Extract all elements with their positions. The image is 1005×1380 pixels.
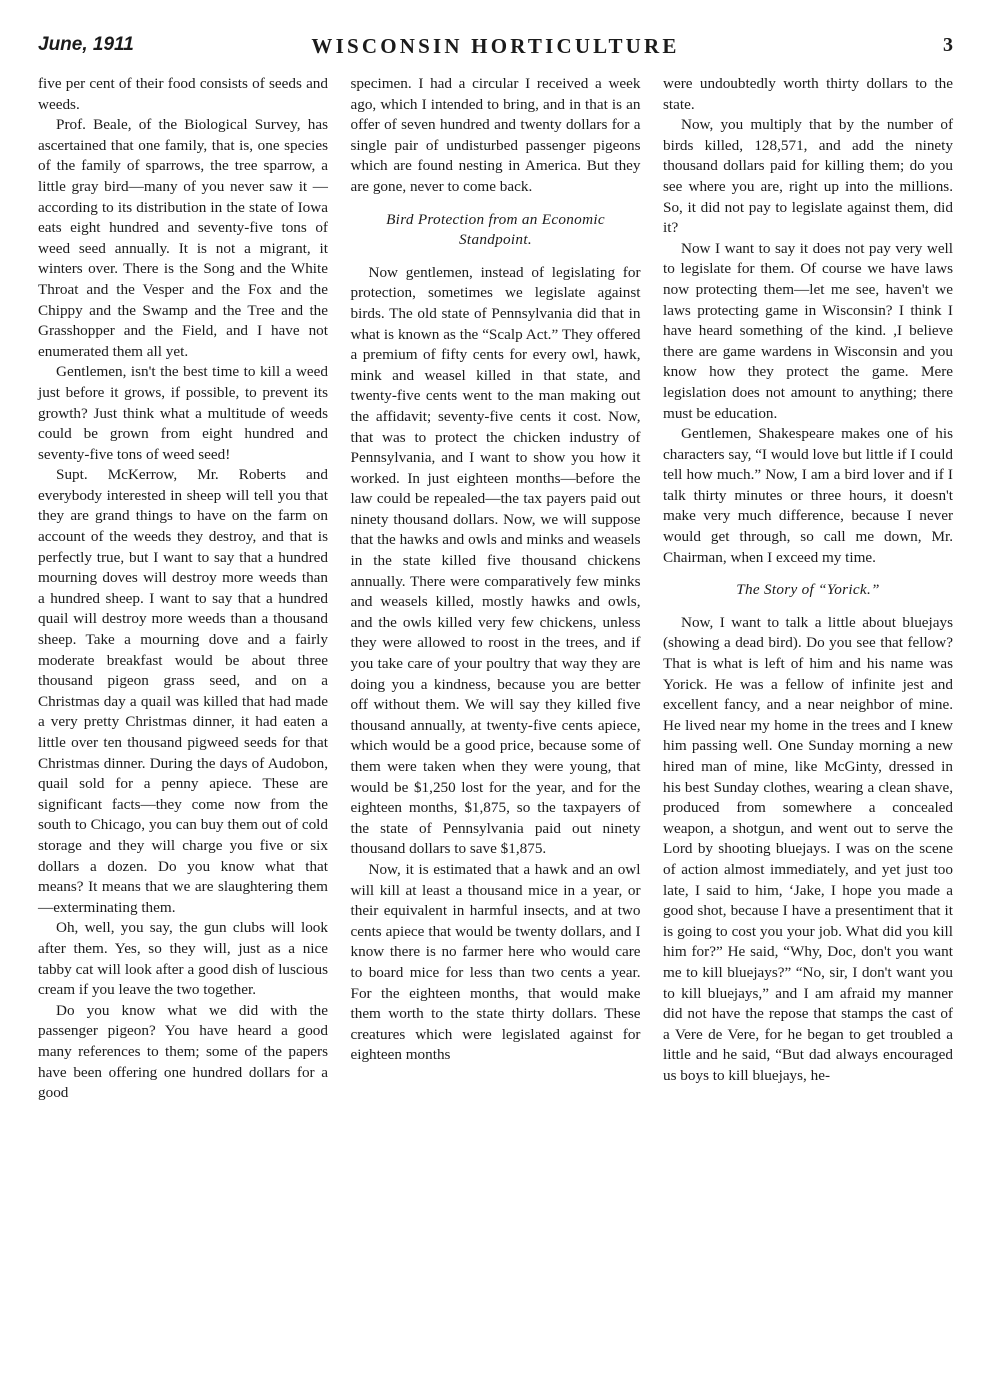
section-heading: The Story of “Yorick.”: [736, 581, 880, 599]
paragraph: Prof. Beale, of the Biological Survey, has ascertained that one family, that is, one species of the family of sparrows, the tree sparrow, a little gray bird—many of you never saw it —according to its distribution in the state of Iowa eats eight hundred and seventy-five tons of weed seed annually. It is not a migrant, it winters over. There is the Song and the White Throat and the Vesper and the Fox and the Chippy and the Swamp and the Tree and the Grasshopper and the Field, and I have not enumerated them all yet.: [38, 116, 328, 360]
paragraph: Now I want to say it does not pay very well to legislate for them. Of course we have laws now protecting them—let me see, haven't we laws protecting game in Wisconsin? I think I have heard something of the kind. ,I believe there are game wardens in Wisconsin and you know how they protect the game. Mere legislation does not amount to anything; there must be education.: [663, 239, 953, 422]
column-2: [351, 74, 641, 1104]
paragraph: Now, it is estimated that a hawk and an owl will kill at least a thousand mice in a year, or their equivalent in harmful insects, and at two cents apiece that would be twenty dollars, and I know there is no farmer here who would care to board mice for less than two cents a year. For the eighteen months, that would make them worth to the state thirty dollars. These creatures which were legislated against for eighteen months: [350, 860, 641, 1064]
running-header: [38, 34, 953, 74]
paragraph: five per cent of their food consists of seeds and weeds.: [38, 75, 328, 113]
column-1: [38, 74, 328, 1104]
section-heading: Bird Protection from an Economic Standpoint.: [386, 210, 605, 249]
paragraph: Gentlemen, Shakespeare makes one of his characters say, “I would love but little if I could tell how much.” Now, I am a bird lover and if I talk thirty minutes or three hours, it doesn't make very much difference, because I never would get through, so call me down, Mr. Chairman, when I exceed my time.: [663, 425, 954, 566]
magazine-title: WISCONSIN HORTICULTURE: [311, 34, 680, 58]
page-number: 3: [943, 34, 953, 56]
paragraph: Now, I want to talk a little about bluejays (showing a dead bird). Do you see that fellow? That is what is left of him and his name was Yorick. He was a fellow of infinite jest and excellent fancy, and a near neighbor of mine. He lived near my home in the trees and I knew him passing well. One Sunday morning a new hired man of mine, like McGinty, dressed in his best Sunday clothes, wearing a clean shave, produced from somewhere a concealed weapon, a shotgun, and went out to serve the Lord by shooting bluejays. I was on the scene of action almost immediately, and yet just too late, I said to him, ‘Jake, I hope you made a good shot, because I have a presentiment that it is going to cost you your job. What did you kill him for?” He said, “Why, Doc, don't you want me to kill bluejays?” “No, sir, I don't want you to kill bluejays,” and I am afraid my manner did not have the repose that stamps the cast of a Vere de Vere, for he began to get troubled a little and he said, “But dad always encouraged us boys to kill bluejays, he-: [663, 613, 953, 1084]
column-3: [663, 74, 953, 1104]
paragraph: Now, you multiply that by the number of birds killed, 128,571, and add the ninety thousand dollars paid for killing them; do you see where you are, right up into the millions. So, it did not pay to legislate against them, did it?: [663, 116, 953, 237]
paragraph: Do you know what we did with the passenger pigeon? You have heard a good many references to them; some of the papers have been offering one hundred dollars for a good: [38, 1001, 328, 1102]
text-columns: [38, 74, 953, 1104]
paragraph: Oh, well, you say, the gun clubs will look after them. Yes, so they will, just as a nice tabby cat will look after a good dish of luscious cream if you leave the two together.: [38, 919, 328, 999]
paragraph: were undoubtedly worth thirty dollars to the state.: [663, 75, 953, 113]
paragraph: specimen. I had a circular I received a week ago, which I intended to bring, and in that is an offer of seven hundred and twenty dollars for a single pair of undisturbed passenger pigeons which are found nesting in America. But they are gone, never to come back.: [350, 75, 641, 195]
issue-date: June, 1911: [38, 34, 134, 55]
paragraph: Now gentlemen, instead of legislating for protection, sometimes we legislate against birds. The old state of Pennsylvania did that in what is known as the “Scalp Act.” They offered a premium of fifty cents for every owl, hawk, mink and weasel killed in that state, and twenty-five cents went to the man making out the affidavit; seventy-five cents it cost. Now, that was to protect the chicken industry of Pennsylvania, and I want to show you how it worked. In just eighteen months—before the law could be repealed—the tax payers paid out ninety thousand dollars. Now, we will suppose that the hawks and owls and minks and weasels in the state killed five thousand chickens annually. There were comparatively few minks and weasels killed, mostly hawks and owls, and the owls killed very few chickens, unless they were allowed to roost in the trees, and if you take care of your poultry that way they are doing you a kindness, because you are better off without them. We will say they killed five thousand annually, at twenty-five cents apiece, which would be a good price, because some of them were taken when they were young, that would be $1,250 lost for the year, and for the eighteen months, $1,875, so the taxpayers of the state of Pennsylvania paid out ninety thousand dollars to save $1,875.: [350, 263, 641, 858]
paragraph: Gentlemen, isn't the best time to kill a weed just before it grows, if possible, to prevent its growth? Just think what a multitude of weeds could be grown from eight hundred and seventy-five tons of weed seed!: [38, 363, 328, 463]
paragraph: Supt. McKerrow, Mr. Roberts and everybody interested in sheep will tell you that they are grand things to have on the farm on account of the weeds they destroy, and that is perfectly true, but I want to say that a hundred mourning doves will destroy more weeds than a hundred sheep. I want to say that a hundred quail will destroy more weeds than a thousand sheep. Take a mourning dove and a fairly moderate breakfast would be about three thousand pigeon grass seed, and on a Christmas day a quail was killed that had made a very pretty Christmas dinner, it had eaten a little over ten thousand pigweed seeds for that Christmas dinner. During the days of Audobon, quail sold for a penny apiece. These are significant facts—they come now from the south to Chicago, you can buy them out of cold storage and they will charge you five or six dollars a dozen. Do you know what that means? It means that we are slaughtering them—exterminating them.: [38, 466, 328, 916]
